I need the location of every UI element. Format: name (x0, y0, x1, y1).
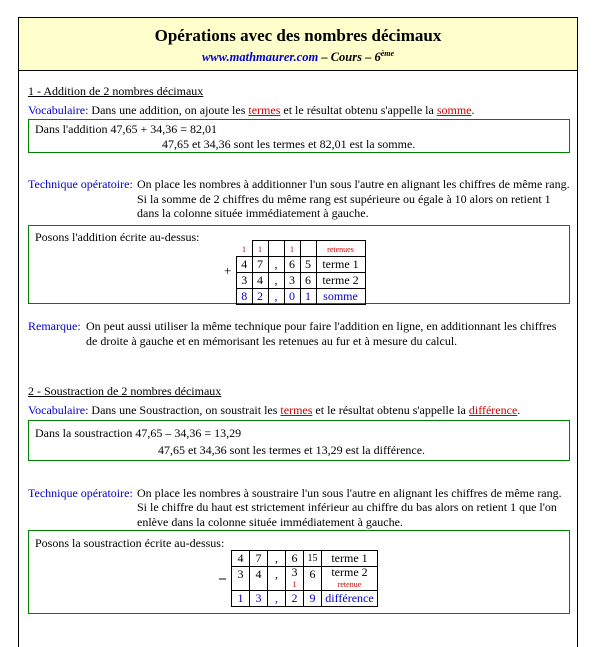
digit-cell: 7 (252, 257, 268, 273)
page-title: Opérations avec des nombres décimaux (154, 26, 442, 45)
s1-technique-label: Technique opératoire: (28, 177, 133, 191)
digit-cell: 4 (232, 551, 250, 567)
comma-cell: , (268, 591, 286, 607)
s2-technique-line2: Si le chiffre du haut est strictement inférieur au chiffre du bas alors on retient 1 que l'on (137, 500, 557, 514)
s1-vocabulary: Vocabulaire: Dans une addition, on ajoute les termes et le résultat obtenu s'appelle la somme. (28, 103, 475, 117)
digit-cell: 15 (304, 551, 322, 567)
result-cell: 9 (304, 591, 322, 607)
row-label: terme 1 (316, 257, 365, 273)
s1-technique-line2: Si la somme de 2 chiffres du même rang est supérieure ou égale à 10 alors on retient 1 (137, 192, 551, 206)
s1-remark-line2: de droite à gauche et en mémorisant les retenues au fur et à mesure du calcul. (86, 334, 458, 348)
row-label: différence (322, 591, 378, 607)
row-label-cell: terme 2 retenue (322, 567, 378, 591)
digit-cell: 4 (237, 257, 253, 273)
s2-pose-box (28, 530, 570, 614)
s2-pose-label: Posons la soustraction écrite au-dessus: (35, 536, 225, 550)
comma-cell: , (268, 289, 284, 305)
s2-example-box (28, 420, 570, 461)
result-cell: 3 (250, 591, 268, 607)
retenue-cell: 1 (237, 241, 253, 257)
result-cell: 2 (252, 289, 268, 305)
result-cell: 2 (286, 591, 304, 607)
addition-table (236, 240, 366, 305)
row-label: terme 1 (322, 551, 378, 567)
retenues-label: retenues (316, 241, 365, 257)
digit-cell: 7 (250, 551, 268, 567)
site-link[interactable]: www.mathmaurer.com (201, 50, 319, 65)
comma-cell: , (268, 257, 284, 273)
s2-vocabulary: Vocabulaire: Dans une Soustraction, on soustrait les termes et le résultat obtenu s'appelle la différence. (28, 403, 521, 417)
digit-cell: 6 (286, 551, 304, 567)
s1-example-box (28, 119, 570, 153)
retenue-cell (300, 241, 316, 257)
digit-cell: 6 (300, 273, 316, 289)
row-label: somme (316, 289, 365, 305)
retenue-cell (268, 241, 284, 257)
header (19, 18, 577, 71)
carry-digit: 1 (292, 580, 297, 589)
comma-cell: , (268, 567, 286, 591)
s1-pose-box (28, 225, 570, 304)
minus-sign: – (219, 571, 226, 586)
digit-cell-with-carry: 3 1 (286, 567, 304, 591)
result-cell: 0 (284, 289, 300, 305)
s1-remark-line1: On peut aussi utiliser la même technique pour faire l'addition en ligne, en additionnant les chiffres (86, 319, 557, 333)
plus-sign: + (224, 263, 232, 278)
digit-cell: 3 (237, 273, 253, 289)
s1-pose-label: Posons l'addition écrite au-dessus: (35, 230, 200, 244)
retenue-cell: 1 (284, 241, 300, 257)
s2-technique-label: Technique opératoire: (28, 486, 133, 500)
subtraction-table (231, 550, 378, 607)
result-cell: 8 (237, 289, 253, 305)
s1-technique-line1: On place les nombres à additionner l'un sous l'autre en alignant les chiffres de même rang. (137, 177, 570, 191)
s1-example-line2: 47,65 et 34,36 sont les termes et 82,01 est la somme. (162, 137, 416, 151)
digit-cell: 4 (250, 567, 268, 591)
s2-example-line1: Dans la soustraction 47,65 – 34,36 = 13,29 (35, 426, 242, 440)
row-label: terme 2 (316, 273, 365, 289)
s1-remark-label: Remarque: (28, 319, 81, 333)
s2-technique-line1: On place les nombres à soustraire l'un sous l'autre en alignant les chiffres de même rang. (137, 486, 562, 500)
s2-example-line2: 47,65 et 34,36 sont les termes et 13,29 est la différence. (158, 443, 426, 457)
comma-cell: , (268, 273, 284, 289)
digit-cell: 6 (304, 567, 322, 591)
page-subtitle: www.mathmaurer.com – Cours – 6ème (201, 49, 395, 65)
retenue-cell: 1 (252, 241, 268, 257)
comma-cell: , (268, 551, 286, 567)
result-cell: 1 (232, 591, 250, 607)
s2-technique-line3: enlève dans la colonne située immédiatement à gauche. (137, 515, 403, 529)
s1-example-line1: Dans l'addition 47,65 + 34,36 = 82,01 (35, 122, 218, 136)
s1-technique-line3: dans la colonne située immédiatement à gauche. (137, 206, 369, 220)
digit-cell: 5 (300, 257, 316, 273)
digit-cell: 3 (284, 273, 300, 289)
section2-heading: 2 - Soustraction de 2 nombres décimaux (28, 384, 222, 398)
digit-cell: 4 (252, 273, 268, 289)
section1-heading: 1 - Addition de 2 nombres décimaux (28, 84, 204, 98)
digit-cell: 3 (232, 567, 250, 591)
retenue-label: retenue (337, 580, 362, 589)
digit-cell: 6 (284, 257, 300, 273)
result-cell: 1 (300, 289, 316, 305)
